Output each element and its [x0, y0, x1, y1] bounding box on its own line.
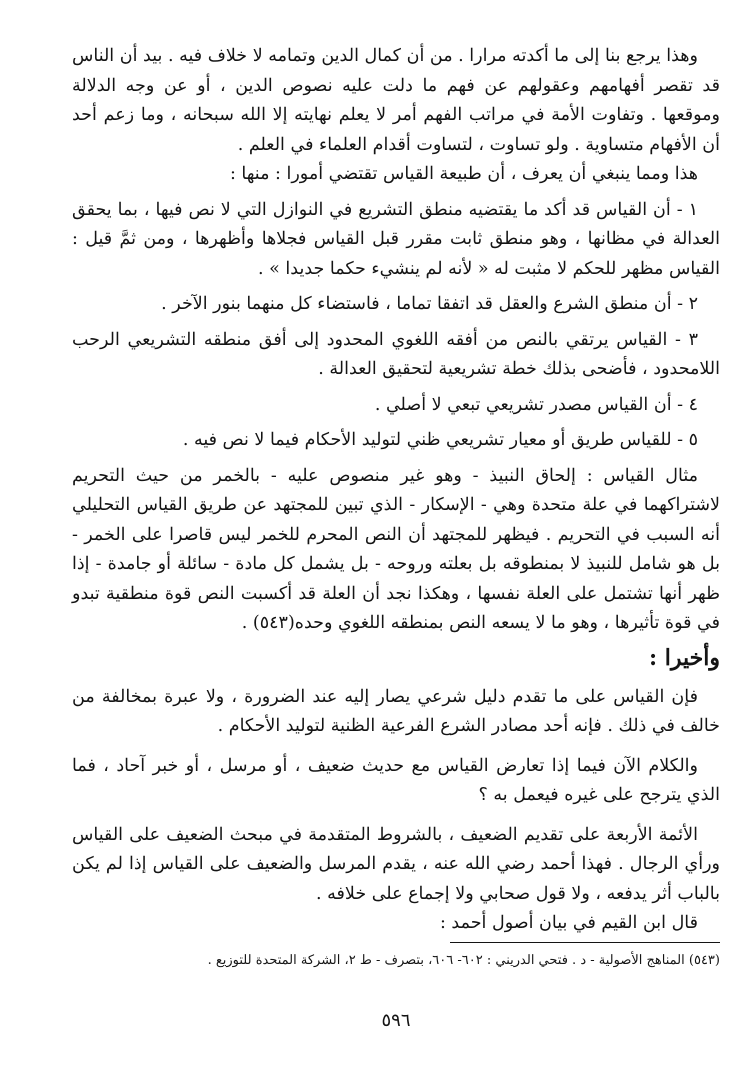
page-number: ٥٩٦ — [381, 1010, 411, 1031]
paragraph-conflict-question: والكلام الآن فيما إذا تعارض القياس مع حديث ضعيف ، أو مرسل ، أو خبر آحاد ، فما الذي يترجح على غيره فيعمل به ؟ — [72, 755, 720, 805]
footnote: (٥٤٣) المناهج الأصولية - د . فتحي الدريني : ٦٠٢- ٦٠٦، بتصرف - ط ٢، الشركة المتحدة للتوزيع . — [207, 953, 720, 968]
paragraph-four-imams: الأئمة الأربعة على تقديم الضعيف ، بالشروط المتقدمة في مبحث الضعيف على القياس ورأي الرجال . فهذا أحمد رضي الله عنه ، يقدم المرسل والضعيف على القياس إذا لم يكن بالباب أثر يدفعه ، ولا قول صحابي ولا إجماع على خلافه . — [72, 824, 720, 904]
paragraph-qiyas-example: مثال القياس : إلحاق النبيذ - وهو غير منصوص عليه - بالخمر من حيث التحريم لاشتراكهما في علة متحدة وهي - الإسكار - الذي تبين للمجتهد عن طريق القياس التحليلي أنه السبب في التحريم . فيظهر للمجتهد أن النص المحرم للخمر ليس قاصرا على الخمر - بل هو شامل للنبيذ لا بمنطوقه بل بعلته وروحه - بل يشمل كل مادة - سائلة أو جامدة - إذا ظهر أنها تشتمل على العلة نفسها ، وهكذا نجد أن العلة قد أكسبت النص قوة منطقية تبدو في قوة تأثيرها ، وهو ما لا يسعه النص بمنطقه اللغوي وحده(٥٤٣) . — [72, 465, 720, 633]
paragraph-ibn-qayyim: قال ابن القيم في بيان أصول أحمد : — [439, 913, 698, 933]
paragraph-conclusion: فإن القياس على ما تقدم دليل شرعي يصار إليه عند الضرورة ، ولا عبرة بمخالفة من خالف في ذلك . فإنه أحد مصادر الشرع الفرعية الظنية لتوليد الأحكام . — [72, 686, 720, 736]
list-item-5: ٥ - للقياس طريق أو معيار تشريعي ظني لتوليد الأحكام فيما لا نص فيه . — [182, 430, 698, 450]
list-item-2: ٢ - أن منطق الشرع والعقل قد اتفقا تماما ، فاستضاء كل منهما بنور الآخر . — [161, 294, 698, 314]
document-page — [72, 42, 720, 1062]
list-item-1: ١ - أن القياس قد أكد ما يقتضيه منطق التشريع في النوازل التي لا نص فيها ، بما يحقق العدالة في مظانها ، وهو منطق ثابت مقرر قبل القياس فجلاها وأظهرها ، ومن ثمَّ قيل : القياس مظهر للحكم لا مثبت له « لأنه لم ينشيء حكما جديدا » . — [72, 199, 720, 279]
list-item-3: ٣ - القياس يرتقي بالنص من أفقه اللغوي المحدود إلى أفق منطقه التشريعي الرحب اللامحدود ، فأضحى بذلك خطة تشريعية لتحقيق العدالة . — [72, 329, 720, 379]
footnote-separator — [450, 942, 720, 943]
list-item-4: ٤ - أن القياس مصدر تشريعي تبعي لا أصلي . — [374, 394, 698, 415]
section-heading: وأخيرا : — [648, 644, 720, 671]
paragraph-nature-of-qiyas: هذا ومما ينبغي أن يعرف ، أن طبيعة القياس تقتضي أمورا : منها : — [229, 164, 698, 184]
paragraph-intro: وهذا يرجع بنا إلى ما أكدته مرارا . من أن كمال الدين وتمامه لا خلاف فيه . بيد أن الناس قد تقصر أفهامهم وعقولهم عن فهم ما دلت عليه نصوص الدين ، أو عن وجه الدلالة وموقعها . وتفاوت الأمة في مراتب الفهم أمر لا يعلم نهايته إلا الله سبحانه ، وما زعم أحد أن الأفهام متساوية . ولو تساوت ، لتساوت أقدام العلماء في العلم . — [72, 46, 720, 155]
